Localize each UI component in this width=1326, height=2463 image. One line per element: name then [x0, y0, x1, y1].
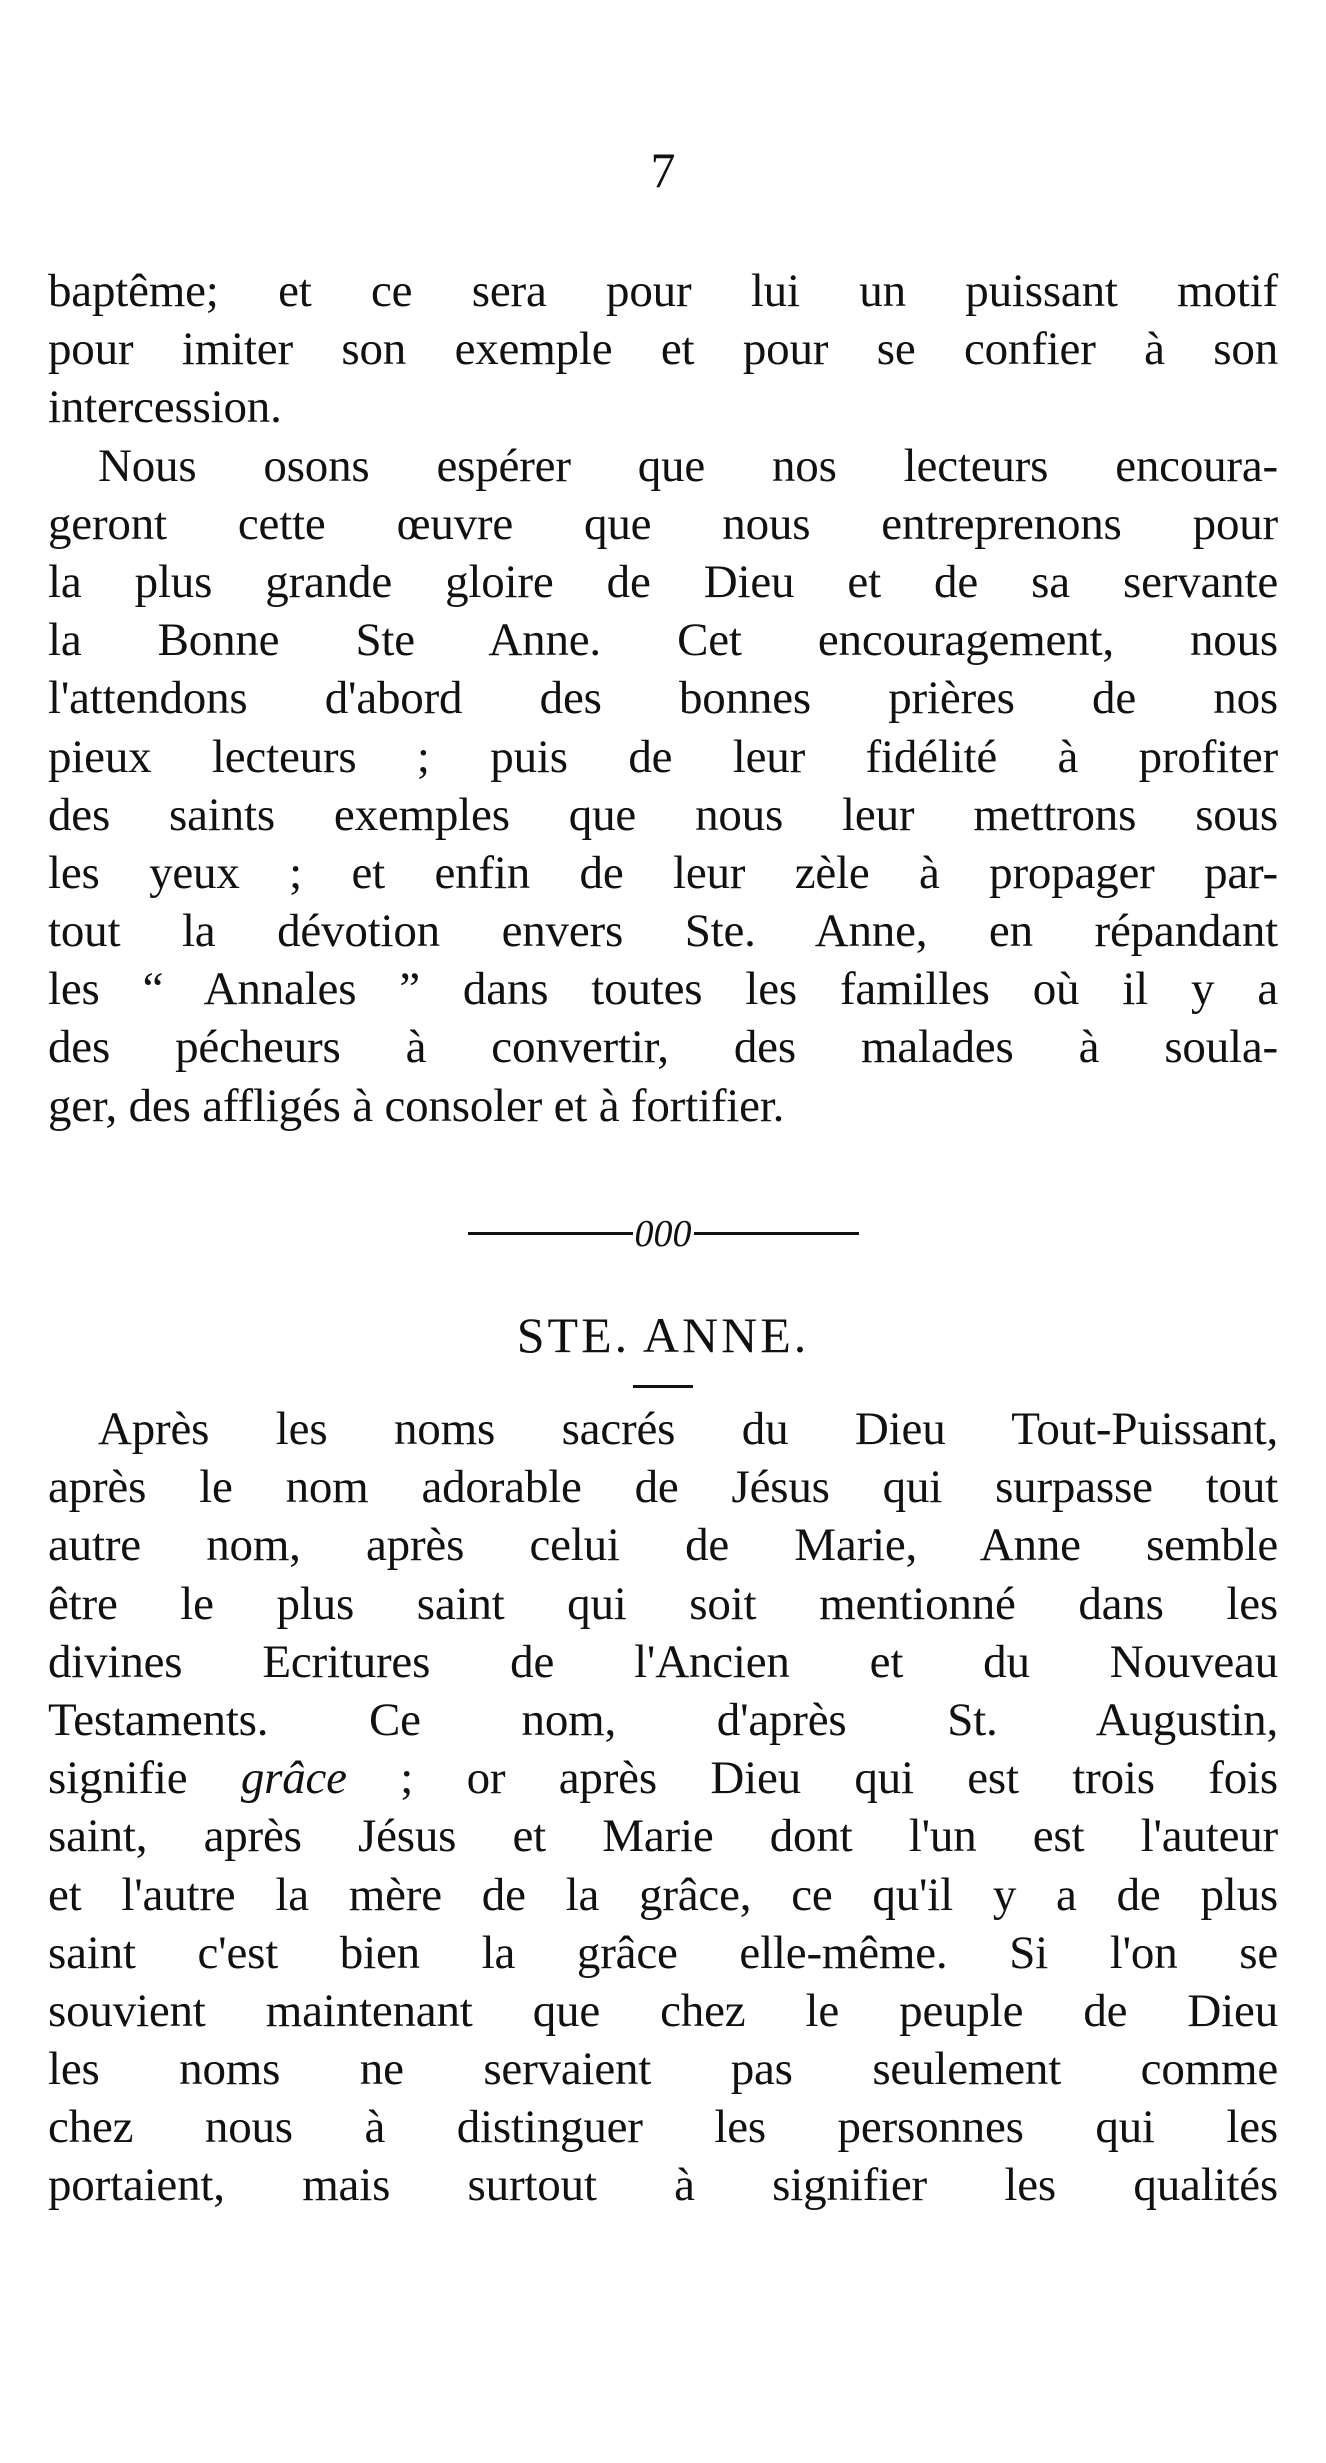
text-line: après le nom adorable de Jésus qui surpasse tout — [48, 1461, 1278, 1514]
italic-word: grâce — [240, 1752, 347, 1805]
text-line: les noms ne servaient pas seulement comme — [48, 2043, 1278, 2096]
ste-anne-text — [48, 1400, 1278, 2215]
text-line: des saints exemples que nous leur mettrons sous — [48, 788, 1278, 841]
text-line: la plus grande gloire de Dieu et de sa servante — [48, 555, 1278, 608]
text-line: saint c'est bien la grâce elle-même. Si l'on se — [48, 1926, 1278, 1979]
text-line: les yeux ; et enfin de leur zèle à propager par- — [48, 846, 1278, 899]
text-line: Après les noms sacrés du Dieu Tout-Puissant, — [98, 1403, 1278, 1455]
text-line: portaient, mais surtout à signifier les qualités — [48, 2159, 1278, 2212]
text-line: pieux lecteurs ; puis de leur fidélité à profiter — [48, 730, 1278, 783]
text-line: et l'autre la mère de la grâce, ce qu'il y a de plus — [48, 1868, 1278, 1921]
text-line: autre nom, après celui de Marie, Anne semble — [48, 1519, 1278, 1572]
text-line: Testaments. Ce nom, d'après St. Augustin, — [48, 1693, 1278, 1746]
text-line: tout la dévotion envers Ste. Anne, en répandant — [48, 905, 1278, 958]
divider-mark: 000 — [634, 1212, 692, 1255]
divider-rule-left — [468, 1232, 633, 1235]
text-line: souvient maintenant que chez le peuple de Dieu — [48, 1984, 1278, 2037]
text-line: des pécheurs à convertir, des malades à soula- — [48, 1021, 1278, 1074]
text-fragment: ; or après Dieu qui est trois fois — [346, 1752, 1279, 1805]
text-line: Nous osons espérer que nos lecteurs encoura- — [98, 439, 1278, 492]
text-line: ger, des affligés à consoler et à fortifier. — [48, 1079, 785, 1132]
text-line: divines Ecritures de l'Ancien et du Nouveau — [48, 1635, 1278, 1688]
section-divider — [0, 1205, 1326, 1259]
text-line: saint, après Jésus et Marie dont l'un est l'auteur — [48, 1810, 1278, 1863]
text-line: baptême; et ce sera pour lui un puissant motif — [48, 265, 1278, 317]
text-line: être le plus saint qui soit mentionné dans les — [48, 1577, 1278, 1630]
section-title: STE. ANNE. — [516, 1307, 810, 1363]
text-line: geront cette œuvre que nous entreprenons pour — [48, 497, 1278, 550]
page-number: 7 — [650, 142, 676, 198]
text-line — [48, 1749, 1278, 1807]
text-line: pour imiter son exemple et pour se confier à son — [48, 323, 1278, 376]
text-fragment: signifie — [48, 1752, 241, 1805]
text-line: chez nous à distinguer les personnes qui les — [48, 2101, 1278, 2154]
intro-text — [48, 262, 1278, 1135]
text-line: les “ Annales ” dans toutes les familles où il y a — [48, 963, 1278, 1016]
text-line: intercession. — [48, 381, 282, 434]
title-underline — [633, 1385, 693, 1388]
text-line: l'attendons d'abord des bonnes prières de nos — [48, 672, 1278, 725]
text-line: la Bonne Ste Anne. Cet encouragement, nous — [48, 614, 1278, 667]
divider-rule-right — [694, 1232, 859, 1235]
